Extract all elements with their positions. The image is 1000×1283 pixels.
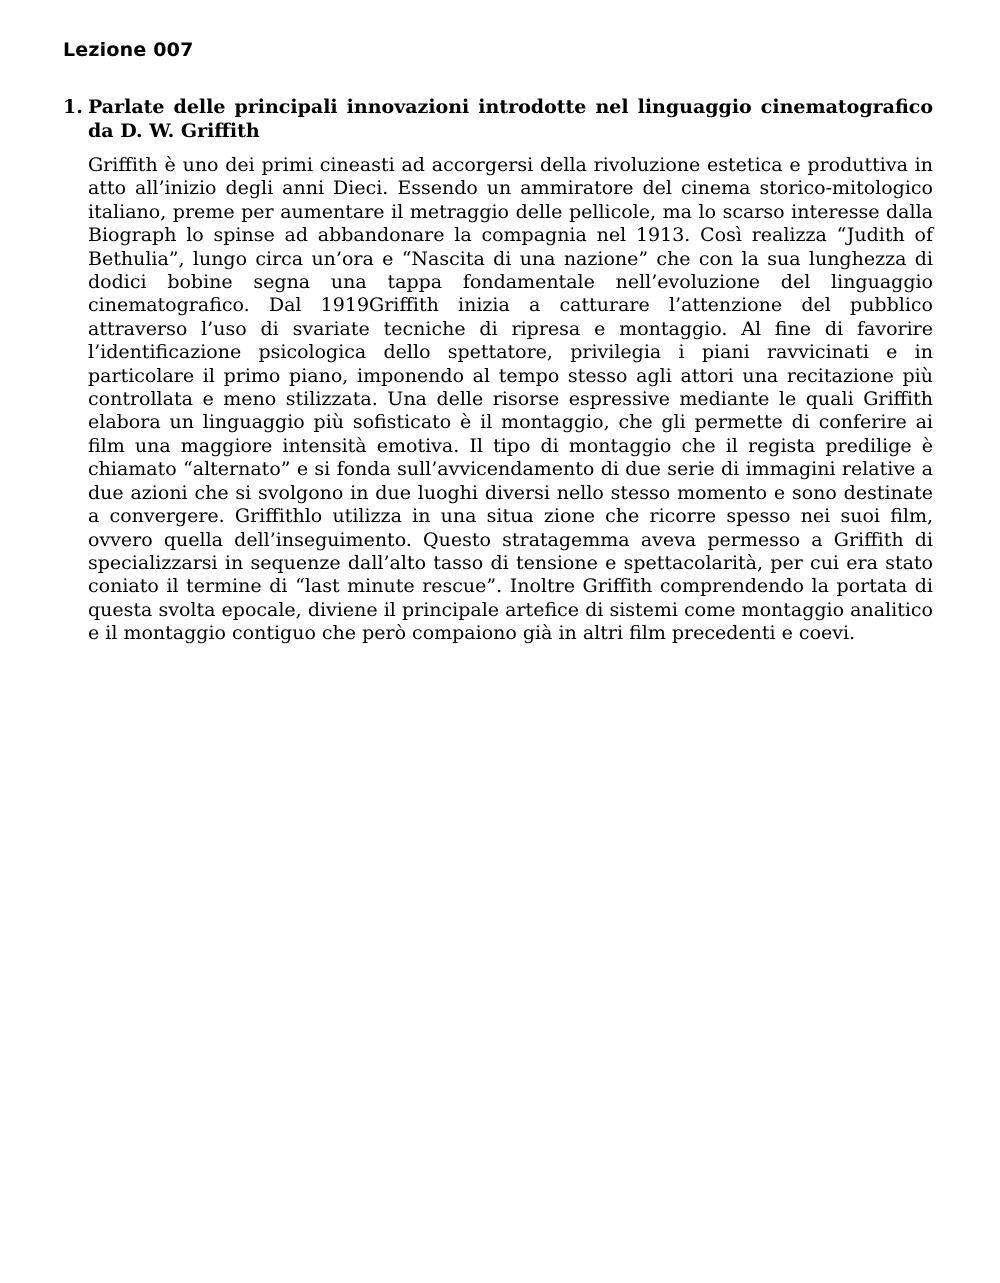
answer-paragraph: Griffith è uno dei primi cineasti ad accorgersi della rivoluzione estetica e produttiva in atto all’inizio degli anni Dieci. Essendo un ammiratore del cinema storico-mitologico italiano, preme per aumentare il metraggio delle pellicole, ma lo scarso interesse dalla Biograph lo spinse ad abbandonare la compagnia nel 1913. Così realizza “Judith of Bethulia”, lungo circa un’ora e “Nascita di una nazione” che con la sua lunghezza di dodici bobine segna una tappa fondamentale nell’evoluzione del linguaggio cinematografico. Dal 1919Griffith inizia a catturare l’attenzione del pubblico attraverso l’uso di svariate tecniche di ripresa e montaggio. Al fine di favorire l’identificazione psicologica dello spettatore, privilegia i piani ravvicinati e in particolare il primo piano, imponendo al tempo stesso agli attori una recitazione più controllata e meno stilizzata. Una delle risorse espressive mediante le quali Griffith elabora un linguaggio più sofisticato è il montaggio, che gli permette di conferire ai film una maggiore intensità emotiva. Il tipo di montaggio che il regista predilige è chiamato “alternato” e si fonda sull’avvicendamento di due serie di immagini relative a due azioni che si svolgono in due luoghi diversi nello stesso momento e sono destinate a convergere. Griffithlo utilizza in una situa zione che ricorre spesso nei suoi film, ovvero quella dell’inseguimento. Questo stratagemma aveva permesso a Griffith di specializzarsi in sequenze dall’alto tasso di tensione e spettacolarità, per cui era stato coniato il termine di “last minute rescue”. Inoltre Griffith comprendendo la portata di questa svolta epocale, diviene il principale artefice di sistemi come montaggio analitico e il montaggio contiguo che però compaiono già in altri film precedenti e coevi. [88,154,933,645]
question-text: Parlate delle principali innovazioni introdotte nel linguaggio cinematografico da D. W. Griffith [88,96,933,142]
lesson-title: Lezione 007 [63,39,194,61]
question-number: 1. [63,96,83,118]
question-heading [63,95,933,143]
question-block [63,95,933,646]
